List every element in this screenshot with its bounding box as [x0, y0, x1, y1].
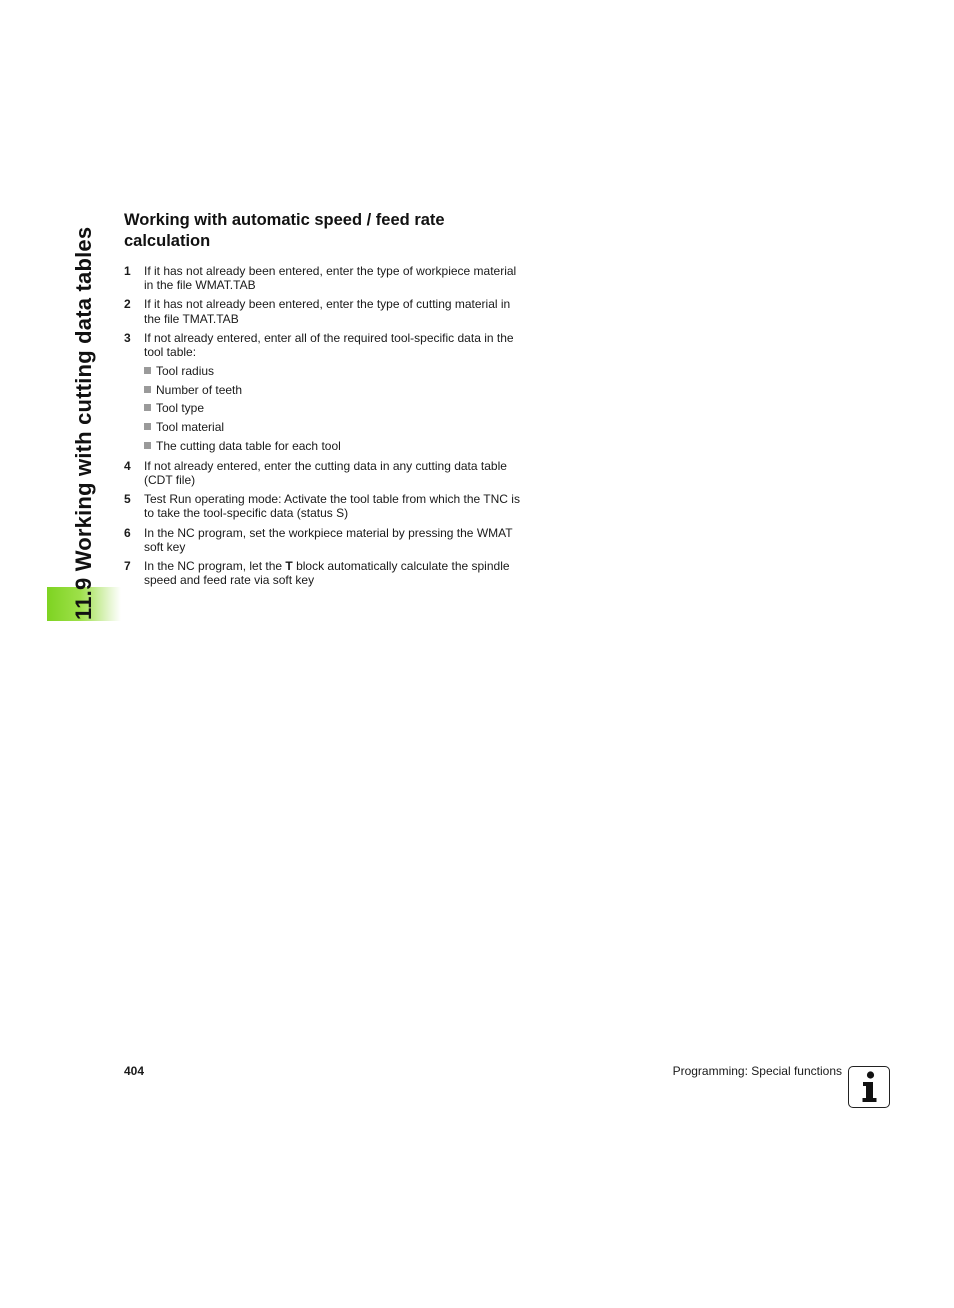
chapter-footer: Programming: Special functions	[672, 1064, 842, 1078]
step-text: In the NC program, set the workpiece material by pressing the WMAT soft key	[144, 525, 513, 554]
list-item-text: The cutting data table for each tool	[156, 438, 341, 453]
list-item	[144, 364, 524, 378]
step-number: 1	[124, 264, 131, 278]
step-item	[124, 297, 524, 325]
square-bullet-icon	[144, 404, 151, 411]
info-glyph	[849, 1067, 889, 1107]
square-bullet-icon	[144, 367, 151, 374]
list-item	[144, 383, 524, 397]
square-bullet-icon	[144, 386, 151, 393]
list-item	[144, 439, 524, 453]
step-text: If it has not already been entered, enter the type of workpiece material in the file WMAT.TAB	[144, 264, 517, 293]
step-text: If it has not already been entered, enter the type of cutting material in the file TMAT.TAB	[144, 297, 511, 326]
list-item-text: Number of teeth	[156, 382, 243, 397]
square-bullet-icon	[144, 442, 151, 449]
step-number: 2	[124, 297, 131, 312]
step-text-before: In the NC program, let the	[144, 559, 286, 574]
page-number: 404	[124, 1064, 145, 1078]
list-item	[144, 420, 524, 434]
step-number: 5	[124, 492, 131, 507]
step-number: 6	[124, 525, 131, 540]
info-icon	[848, 1066, 890, 1108]
step-text	[144, 559, 510, 587]
tool-data-list	[144, 364, 524, 453]
list-item-text: Tool radius	[156, 364, 215, 379]
step-text: Test Run operating mode: Activate the tool table from which the TNC is to take the tool-specific data (status S)	[144, 492, 520, 521]
procedure-steps	[124, 264, 524, 587]
step-item	[124, 559, 524, 587]
t-block-keyword: T	[285, 559, 293, 574]
step-item	[124, 459, 524, 487]
step-number: 3	[124, 330, 131, 345]
list-item-text: Tool material	[156, 420, 225, 434]
step-text: If not already entered, enter the cutting data in any cutting data table (CDT file)	[144, 458, 507, 487]
square-bullet-icon	[144, 423, 151, 430]
section-heading: Working with automatic speed / feed rate calculation	[124, 211, 445, 250]
list-item	[144, 401, 524, 415]
step-item	[124, 526, 524, 554]
step-text-after: block automatically calculate the spindle speed and feed rate via soft key	[144, 559, 510, 588]
step-number: 4	[124, 458, 131, 473]
step-item	[124, 331, 524, 453]
step-text: If not already entered, enter all of the required tool-specific data in the tool table:	[144, 330, 514, 360]
list-item-text: Tool type	[156, 401, 205, 416]
step-number: 7	[124, 559, 131, 574]
step-item	[124, 492, 524, 520]
chapter-side-title: 11.9 Working with cutting data tables	[71, 226, 96, 620]
step-item	[124, 264, 524, 292]
